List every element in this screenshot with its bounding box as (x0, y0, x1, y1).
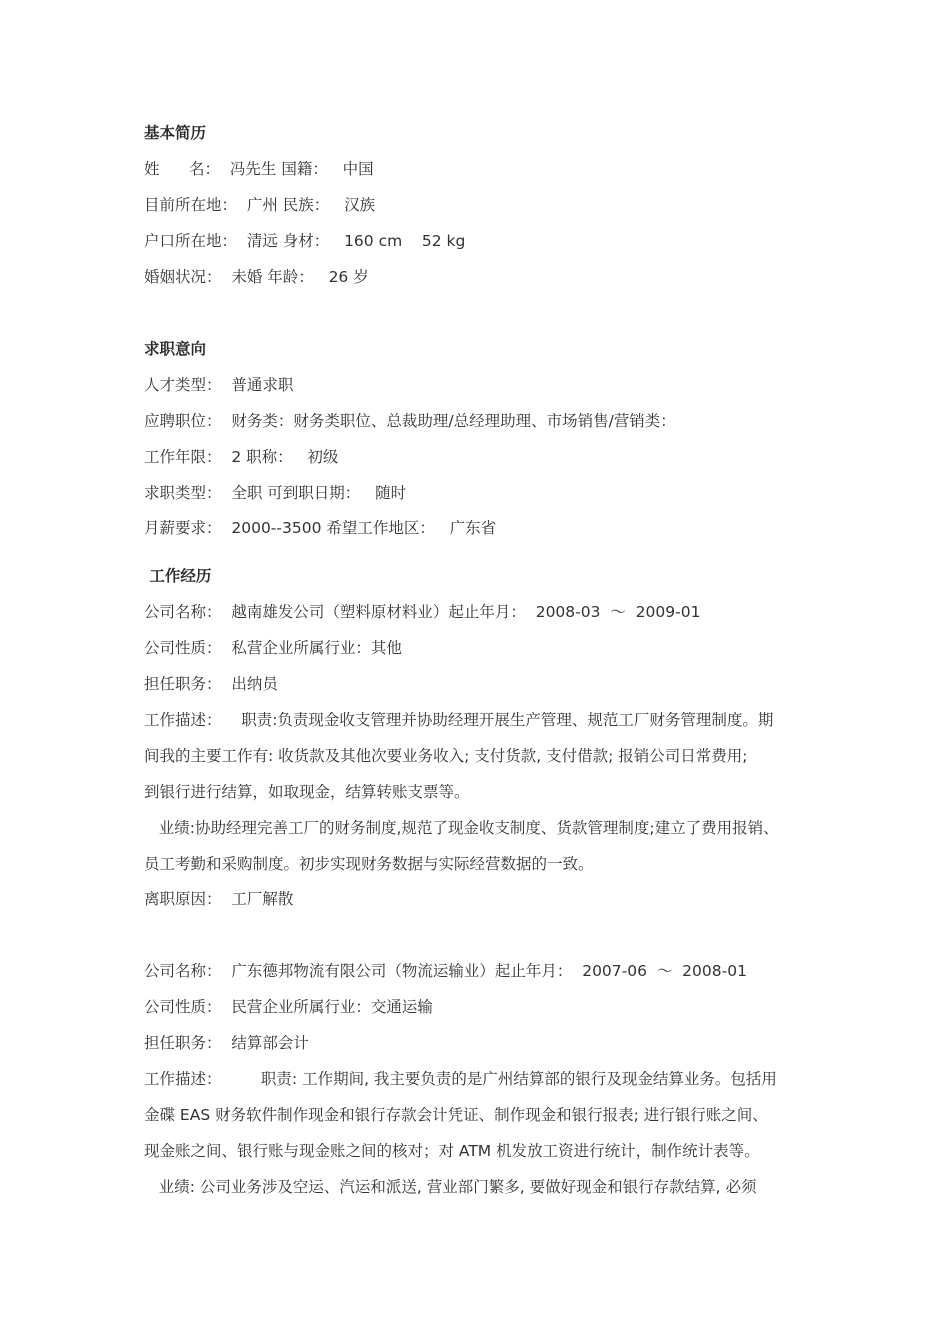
section-heading-basic-info: 基本简历 (144, 124, 207, 142)
section-heading-job-intention: 求职意向 (144, 340, 207, 358)
job-intention-type-availability: 求职类型： 全职 可到职日期： 随时 (144, 484, 407, 502)
job1-description-line: 间我的主要工作有: 收货款及其他次要业务收入; 支付货款, 支付借款; 报销公司日常费用; (144, 747, 748, 765)
job2-description-line: 金碟 EAS 财务软件制作现金和银行存款会计凭证、制作现金和银行报表; 进行银行账之间、 (144, 1106, 768, 1124)
job2-company: 公司名称： 广东德邦物流有限公司（物流运输业）起止年月： 2007-06 ～ 2008-01 (144, 962, 747, 980)
job1-achievement-line: 业绩:协助经理完善工厂的财务制度,规范了现金收支制度、货款管理制度;建立了费用报销、 (144, 819, 779, 837)
basic-info-name-nationality: 姓 名： 冯先生 国籍： 中国 (144, 160, 374, 178)
basic-info-marital-age: 婚姻状况： 未婚 年龄： 26 岁 (144, 268, 369, 286)
job-intention-positions: 应聘职位： 财务类：财务类职位、总裁助理/总经理助理、市场销售/营销类： (144, 412, 676, 430)
job2-nature: 公司性质： 民营企业所属行业：交通运输 (144, 998, 433, 1016)
job2-description-line: 工作描述： 职责: 工作期间, 我主要负责的是广州结算部的银行及现金结算业务。包括用 (144, 1070, 777, 1088)
job1-achievement-line: 员工考勤和采购制度。初步实现财务数据与实际经营数据的一致。 (144, 855, 594, 873)
section-heading-work-experience: 工作经历 (144, 567, 212, 585)
job2-description-line: 现金账之间、银行账与现金账之间的核对；对 ATM 机发放工资进行统计，制作统计表等。 (144, 1142, 760, 1160)
basic-info-hukou-body: 户口所在地： 清远 身材： 160 cm 52 kg (144, 232, 466, 250)
basic-info-location-ethnicity: 目前所在地： 广州 民族： 汉族 (144, 196, 376, 214)
job-intention-talent-type: 人才类型： 普通求职 (144, 376, 294, 394)
job1-leave-reason: 离职原因： 工厂解散 (144, 890, 294, 908)
job1-position: 担任职务： 出纳员 (144, 675, 278, 693)
job-intention-salary-region: 月薪要求： 2000--3500 希望工作地区： 广东省 (144, 519, 497, 537)
job1-description-line: 到银行进行结算，如取现金，结算转账支票等。 (144, 783, 470, 801)
job1-description-line: 工作描述： 职责:负责现金收支管理并协助经理开展生产管理、规范工厂财务管理制度。期 (144, 711, 774, 729)
job-intention-years-title: 工作年限： 2 职称： 初级 (144, 448, 339, 466)
job1-company: 公司名称： 越南雄发公司（塑料原材料业）起止年月： 2008-03 ～ 2009-01 (144, 603, 701, 621)
job2-position: 担任职务： 结算部会计 (144, 1034, 309, 1052)
job2-achievement-line: 业绩: 公司业务涉及空运、汽运和派送, 营业部门繁多, 要做好现金和银行存款结算, 必须 (144, 1178, 757, 1196)
job1-nature: 公司性质： 私营企业所属行业：其他 (144, 639, 402, 657)
